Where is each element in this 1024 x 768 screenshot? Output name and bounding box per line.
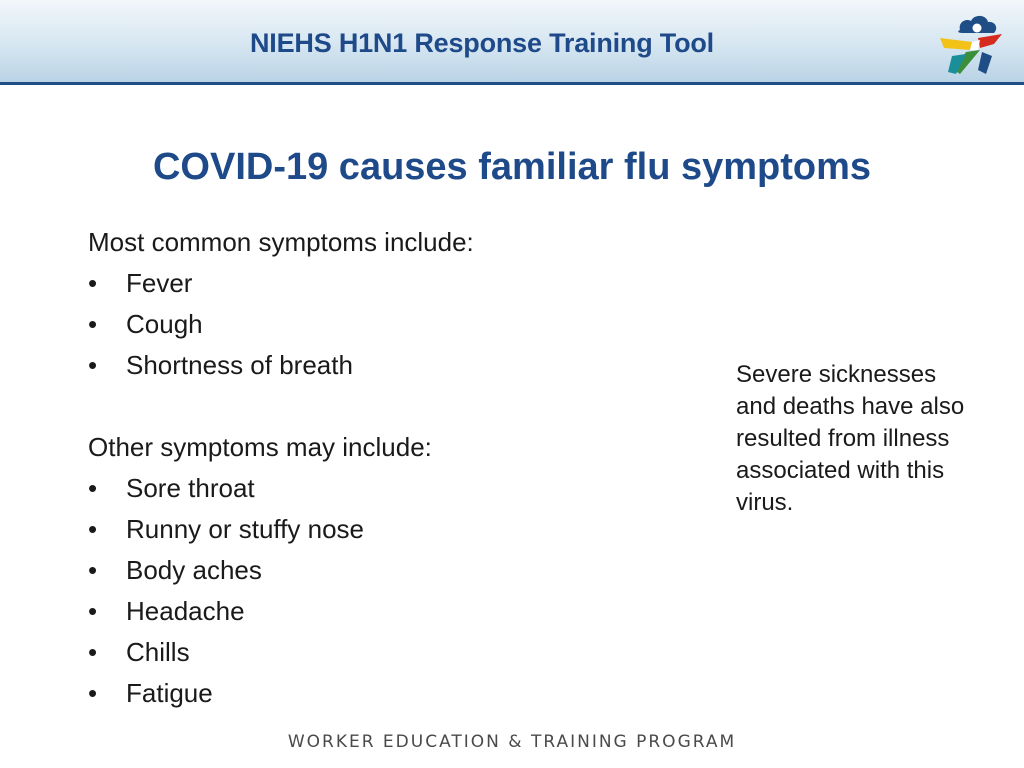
list-item: • Fatigue (88, 673, 648, 714)
other-symptoms-list (88, 468, 648, 714)
bullet-icon: • (88, 350, 98, 380)
list-item: • Body aches (88, 550, 648, 591)
common-symptoms-list (88, 263, 648, 386)
header-divider (0, 82, 1024, 85)
list-item: • Shortness of breath (88, 345, 648, 386)
footer-program-name: WORKER EDUCATION & TRAINING PROGRAM (287, 732, 737, 752)
list-item: • Chills (88, 632, 648, 673)
header-title: NIEHS H1N1 Response Training Tool (250, 28, 714, 58)
list-spacer (88, 386, 648, 427)
bullet-icon: • (88, 555, 98, 585)
bullet-icon: • (88, 309, 98, 339)
bullet-icon: • (88, 514, 98, 544)
common-symptoms-heading: Most common symptoms include: (88, 227, 474, 257)
bullet-icon: • (88, 473, 98, 503)
bullet-icon: • (88, 637, 98, 667)
list-item: • Cough (88, 304, 648, 345)
slide-title: COVID-19 causes familiar flu symptoms (152, 146, 872, 188)
niehs-wetp-logo-icon (936, 8, 1006, 80)
list-item: • Runny or stuffy nose (88, 509, 648, 550)
bullet-icon: • (88, 268, 98, 298)
bullet-icon: • (88, 596, 98, 626)
other-symptoms-heading: Other symptoms may include: (88, 432, 432, 462)
list-item: • Sore throat (88, 468, 648, 509)
symptom-lists (88, 222, 648, 714)
list-item: • Fever (88, 263, 648, 304)
severity-note: Severe sicknesses and deaths have also resulted from illness associated with this virus. (736, 361, 965, 516)
list-item: • Headache (88, 591, 648, 632)
bullet-icon: • (88, 678, 98, 708)
